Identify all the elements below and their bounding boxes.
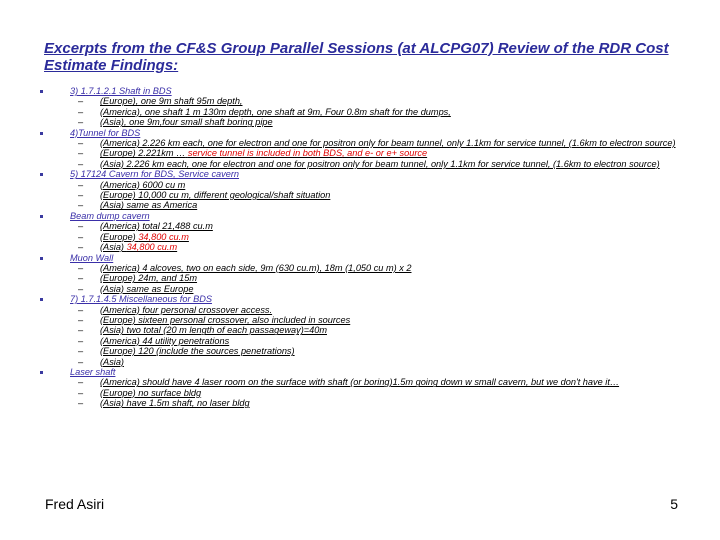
sub-item bbox=[70, 377, 688, 387]
bullet-list bbox=[40, 86, 688, 409]
sub-item bbox=[70, 315, 688, 325]
sub-item-text: (Asia) same as America bbox=[100, 200, 198, 211]
sub-item bbox=[70, 273, 688, 283]
sub-item bbox=[70, 148, 688, 158]
footer-author: Fred Asiri bbox=[45, 496, 105, 512]
sub-item bbox=[70, 263, 688, 273]
section-topic: 3) 1.7.1.2.1 Shaft in BDS bbox=[70, 86, 172, 96]
sub-item-text: (America) 6000 cu m bbox=[100, 179, 186, 190]
section-item bbox=[40, 128, 688, 170]
section-item bbox=[40, 86, 688, 128]
sub-item-text: (America), one shaft 1 m 130m depth, one shaft at 9m, Four 0.8m shaft for the dumps, bbox=[100, 106, 451, 117]
sub-item bbox=[70, 190, 688, 200]
sections-list bbox=[40, 86, 688, 409]
sub-item-text: (Asia) bbox=[100, 242, 124, 253]
sub-item-text: (Europe), one 9m shaft 95m depth, bbox=[100, 96, 243, 107]
sub-item-text: (America) four personal crossover access. bbox=[100, 304, 273, 315]
section-topic: 4)Tunnel for BDS bbox=[70, 127, 141, 138]
highlighted-text: service tunnel is included in both BDS, and e- or e+ source bbox=[187, 148, 428, 159]
sub-list bbox=[70, 377, 688, 408]
sub-item-text: (Europe) 2.221km … bbox=[100, 148, 186, 159]
sub-list bbox=[70, 221, 688, 252]
sub-item-text: (Europe) 24m, and 15m bbox=[100, 273, 198, 284]
sub-item bbox=[70, 96, 688, 106]
sub-item bbox=[70, 180, 688, 190]
slide-title: Excerpts from the CF&S Group Parallel Sessions (at ALCPG07) Review of the RDR Cost Estimate Findings: bbox=[44, 40, 669, 74]
section-item bbox=[40, 253, 688, 295]
sub-item-text: (Europe) no surface bldg bbox=[100, 387, 202, 398]
sub-item bbox=[70, 107, 688, 117]
section-item bbox=[40, 211, 688, 253]
sub-item-text: (Europe) 10,000 cu m, different geological/shaft situation bbox=[100, 190, 331, 201]
section-topic: 7) 1.7.1.4.5 Miscellaneous for BDS bbox=[70, 294, 212, 305]
sub-list bbox=[70, 180, 688, 211]
section-topic: Beam dump cavern bbox=[70, 210, 150, 221]
sub-item bbox=[70, 200, 688, 210]
sub-item-text: (America) should have 4 laser room on the surface with shaft (or boring)1.5m going down w small cavern, but we don't have it… bbox=[100, 377, 620, 388]
sub-item bbox=[70, 159, 688, 169]
sub-item bbox=[70, 138, 688, 148]
section-item bbox=[40, 169, 688, 211]
sub-item-text: (Asia) 2.226 km each, one for electron and one for positron only for beam tunnel, only 1.1km for service tunnel, (1.6km to electron source) bbox=[100, 158, 660, 169]
sub-list bbox=[70, 138, 688, 169]
sub-item-text: (Europe) sixteen personal crossover, also included in sources bbox=[100, 314, 351, 325]
section-topic: 5) 17124 Cavern for BDS, Service cavern bbox=[70, 169, 240, 180]
highlighted-text: 34,800 cu.m bbox=[126, 242, 178, 253]
sub-item-text: (Asia) same as Europe bbox=[100, 283, 194, 294]
sub-item bbox=[70, 325, 688, 335]
sub-item-text: (America) 44 utility penetrations bbox=[100, 335, 230, 346]
sub-item bbox=[70, 336, 688, 346]
section-topic: Muon Wall bbox=[70, 252, 114, 263]
sub-item bbox=[70, 232, 688, 242]
sub-item-text: (Asia) have 1.5m shaft, no laser bldg bbox=[100, 398, 250, 409]
sub-item bbox=[70, 221, 688, 231]
page-number: 5 bbox=[670, 496, 678, 512]
sub-item bbox=[70, 346, 688, 356]
sub-list bbox=[70, 305, 688, 367]
sub-item bbox=[70, 242, 688, 252]
sub-item-text: (America) total 21,488 cu.m bbox=[100, 221, 213, 232]
sub-list bbox=[70, 96, 688, 127]
sub-item-text: (America) 2.226 km each, one for electron and one for positron only for beam tunnel, only 1.1km for service tunnel, (1.6km to electron source) bbox=[100, 138, 676, 149]
sub-item bbox=[70, 357, 688, 367]
sub-item-text: (Asia), one 9m,four small shaft boring pipe bbox=[100, 117, 273, 128]
sub-item-text: (America) 4 alcoves, two on each side, 9m (630 cu.m), 18m (1,050 cu m) x 2 bbox=[100, 262, 412, 273]
section-item bbox=[40, 367, 688, 409]
section-topic: Laser shaft bbox=[70, 366, 116, 377]
sub-item bbox=[70, 305, 688, 315]
sub-item bbox=[70, 117, 688, 127]
sub-item bbox=[70, 398, 688, 408]
sub-item-text: (Asia) two total (20 m length of each passageway)=40m bbox=[100, 325, 327, 336]
sub-item-text: (Asia) bbox=[100, 356, 124, 367]
section-item bbox=[40, 294, 688, 367]
highlighted-text: 34,800 cu.m bbox=[138, 231, 189, 242]
sub-item bbox=[70, 284, 688, 294]
sub-item-text: (Europe) bbox=[100, 231, 136, 242]
sub-item bbox=[70, 388, 688, 398]
sub-item-text: (Europe) 120 (include the sources penetrations) bbox=[100, 346, 295, 357]
sub-list bbox=[70, 263, 688, 294]
